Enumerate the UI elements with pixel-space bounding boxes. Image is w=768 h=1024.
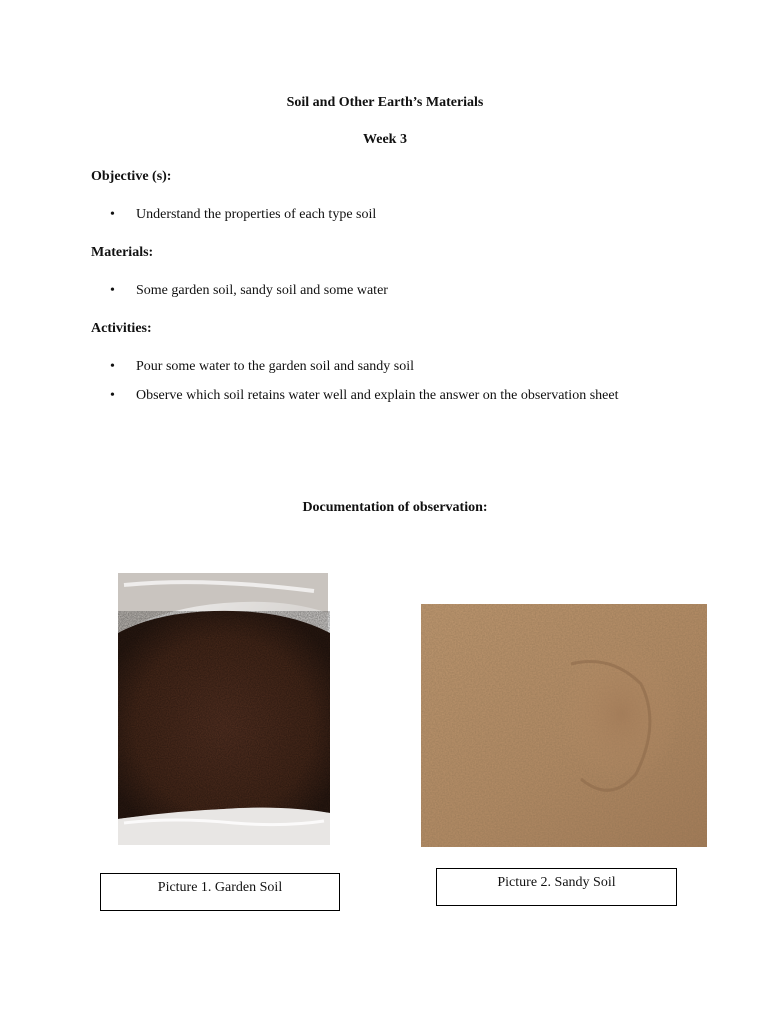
activity-text: Pour some water to the garden soil and sandy soil — [136, 359, 415, 374]
document-title: Soil and Other Earth’s Materials — [286, 95, 484, 110]
documentation-heading: Documentation of observation: — [302, 500, 488, 515]
objective-text: Understand the properties of each type soil — [136, 207, 377, 222]
garden-soil-image — [84, 573, 362, 845]
activities-heading: Activities: — [91, 321, 152, 336]
list-item — [108, 388, 618, 404]
materials-list — [108, 283, 388, 299]
materials-heading: Materials: — [91, 245, 154, 260]
garden-soil-photo — [84, 573, 362, 845]
material-text: Some garden soil, sandy soil and some water — [136, 283, 388, 298]
objectives-heading: Objective (s): — [91, 169, 172, 184]
caption-text: Picture 2. Sandy Soil — [497, 875, 616, 890]
activities-list — [108, 359, 618, 404]
list-item — [108, 359, 618, 375]
caption-garden-soil — [100, 873, 340, 911]
list-item — [108, 207, 376, 223]
bullet-icon: • — [110, 207, 115, 222]
activity-text: Observe which soil retains water well and explain the answer on the observation sheet — [136, 388, 619, 403]
caption-sandy-soil — [436, 868, 677, 906]
list-item — [108, 283, 388, 299]
sandy-soil-photo — [421, 604, 707, 847]
objectives-list — [108, 207, 376, 223]
caption-text: Picture 1. Garden Soil — [157, 880, 283, 895]
week-label: Week 3 — [363, 132, 407, 147]
bullet-icon: • — [110, 283, 115, 298]
bullet-icon: • — [110, 359, 115, 374]
sandy-soil-image — [421, 604, 707, 847]
bullet-icon: • — [110, 388, 115, 403]
